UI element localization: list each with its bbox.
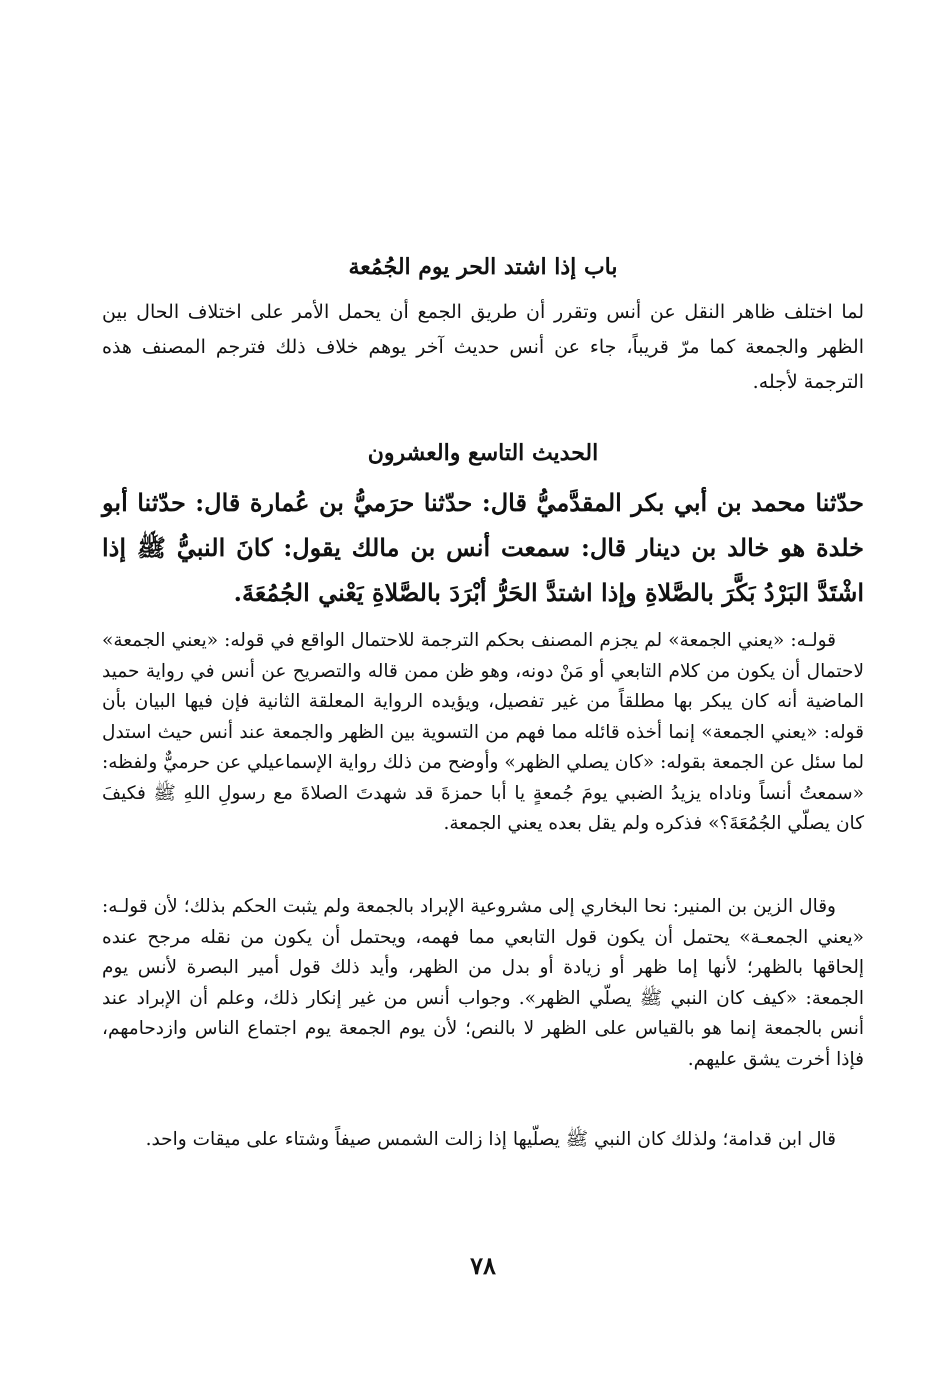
commentary-paragraph-2: وقال الزين بن المنير: نحا البخاري إلى مشروعية الإبراد بالجمعة ولم يثبت الحكم بذلك؛ لأن قولـه: «يعني الجمعـة» يحتمل أن يكون قول التابعي مما فهمه، ويحتمل أن يكون من نقله مرجح عنده إلحاقها بالظهر؛ لأنها إما ظهر أو زيادة أو بدل من الظهر، وأيد ذلك قول أمير البصرة لأنس يوم الجمعة: «كيف كان النبي ﷺ يصلّي الظهر». وجواب أنس من غير إنكار ذلك، وعلم أن الإبراد عند أنس بالجمعة إنما هو بالقياس على الظهر لا بالنص؛ لأن يوم الجمعة يوم اجتماع الناس وازدحامهم، فإذا أخرت يشق عليهم.: [102, 896, 864, 1070]
commentary-paragraph-3: قال ابن قدامة؛ ولذلك كان النبي ﷺ يصلّيها إذا زالت الشمس صيفاً وشتاء على ميقات واحد.: [145, 1129, 836, 1150]
book-page: [102, 0, 864, 1375]
hadith-text: حدّثنا محمد بن أبي بكر المقدَّميُّ قال: حدّثنا حرَميُّ بن عُمارة قال: حدّثنا أبو خلدة هو خالد بن دينار قال: سمعت أنس بن مالك يقول: كانَ النبيُّ ﷺ إذا اشْتَدَّ البَرْدُ بَكَّرَ بالصَّلاةِ وإذا اشتدَّ الحَرُّ أبْرَدَ بالصَّلاةِ يَعْني الجُمُعَةَ.: [102, 488, 864, 607]
commentary-paragraph-1: قولـه: «يعني الجمعة» لم يجزم المصنف بحكم الترجمة للاحتمال الواقع في قوله: «يعني الجمعة» لاحتمال أن يكون من كلام التابعي أو مَنْ دونه، وهو ظن ممن قاله والتصريح عن أنس في رواية حميد الماضية أنه كان يبكر بها مطلقاً من غير تفصيل، ويؤيده الرواية المعلقة الثانية فإن فيها البيان بأن قوله: «يعني الجمعة» إنما أخذه قائله مما فهم من التسوية بين الظهر والجمعة عند أنس حيث استدل لما سئل عن الجمعة بقوله: «كان يصلي الظهر» وأوضح من ذلك رواية الإسماعيلي عن حرميٌّ ولفظه: «سمعتُ أنساً وناداه يزيدُ الضبي يومَ جُمعةٍ يا أبا حمزةَ قد شهدتَ الصلاةَ مع رسولِ اللهِ ﷺ فكيفَ كان يصلّي الجُمُعَةَ؟» فذكره ولم يقل بعده يعني الجمعة.: [102, 630, 864, 834]
intro-paragraph: لما اختلف ظاهر النقل عن أنس وتقرر أن طريق الجمع أن يحمل الأمر على اختلاف الحال بين الظهر والجمعة كما مرّ قريباً، جاء عن أنس حديث آخر يوهم خلاف ذلك فترجم المصنف هذه الترجمة لأجله.: [102, 301, 864, 393]
page-number: ٧٨: [470, 1251, 496, 1280]
hadith-heading: الحديث التاسع والعشرون: [367, 440, 599, 466]
chapter-title: باب إذا اشتد الحر يوم الجُمُعة: [348, 254, 618, 280]
